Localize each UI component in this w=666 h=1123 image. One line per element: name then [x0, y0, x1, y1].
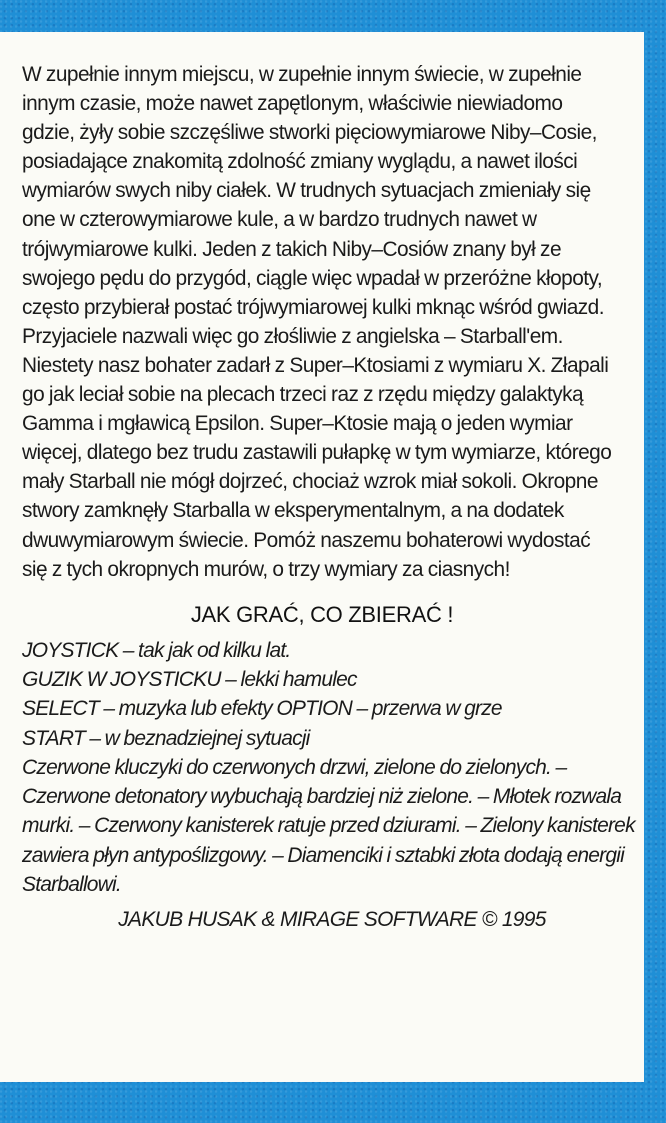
rule-select-option: SELECT – muzyka lub efekty OPTION – przerwa w grze	[22, 697, 502, 721]
credit-line: JAKUB HUSAK & MIRAGE SOFTWARE © 1995	[118, 908, 546, 932]
rule-items: Czerwone kluczyki do czerwonych drzwi, zielone do zielonych. – Czerwone detonatory wybuchają bardziej niż zielone. – Młotek rozwala murki. – Czerwony kanisterek ratuje przed dziurami. – Zielony kanisterek zawiera płyn antypoślizgowy. – Diamenciki i sztabki złota dodają energii Starballowi.	[22, 755, 635, 897]
rule-joystick-button: GUZIK W JOYSTICKU – lekki hamulec	[22, 667, 357, 691]
how-to-play-heading: JAK GRAĆ, CO ZBIERAĆ !	[190, 601, 454, 627]
rule-joystick: JOYSTICK – tak jak od kilku lat.	[22, 638, 291, 662]
rule-start: START – w beznadziejnej sytuacji	[22, 726, 310, 750]
story-paragraph: W zupełnie innym miejscu, w zupełnie innym świecie, w zupełnie innym czasie, może nawet zapętlonym, właściwie niewiadomo gdzie, żyły sobie szczęśliwe stworki pięciowymiarowe Niby–Cosie, posiadające znakomitą zdolność zmiany wyglądu, a nawet ilości wymiarów swych niby ciałek. W trudnych sytuacjach zmieniały się one w czterowymiarowe kule, a w bardzo trudnych nawet w trójwymiarowe kulki. Jeden z takich Niby–Cosiów znany był ze swojego pędu do przygód, ciągle więc wpadał w przeróżne kłopoty, często przybierał postać trójwymiarowej kulki mknąc wśród gwiazd. Przyjaciele nazwali więc go złośliwie z angielska – Starball'em. Niestety nasz bohater zadarł z Super–Ktosiami z wymiaru X. Złapali go jak leciał sobie na plecach trzeci raz z rzędu między galaktyką Gamma i mgławicą Epsilon. Super–Ktosie mają o jeden wymiar więcej, dlatego bez trudu zastawili pułapkę w tym wymiarze, którego mały Starball nie mógł dojrzeć, chociaż wzrok miał sokoli. Okropne stwory zamknęły Starballa w eksperymentalnym, a na dodatek dwuwymiarowym świecie. Pomóż naszemu bohaterowi wydostać się z tych okropnych murów, o trzy wymiary za ciasnych!	[22, 62, 612, 581]
instruction-card	[0, 32, 644, 1082]
rules-list	[22, 636, 644, 900]
